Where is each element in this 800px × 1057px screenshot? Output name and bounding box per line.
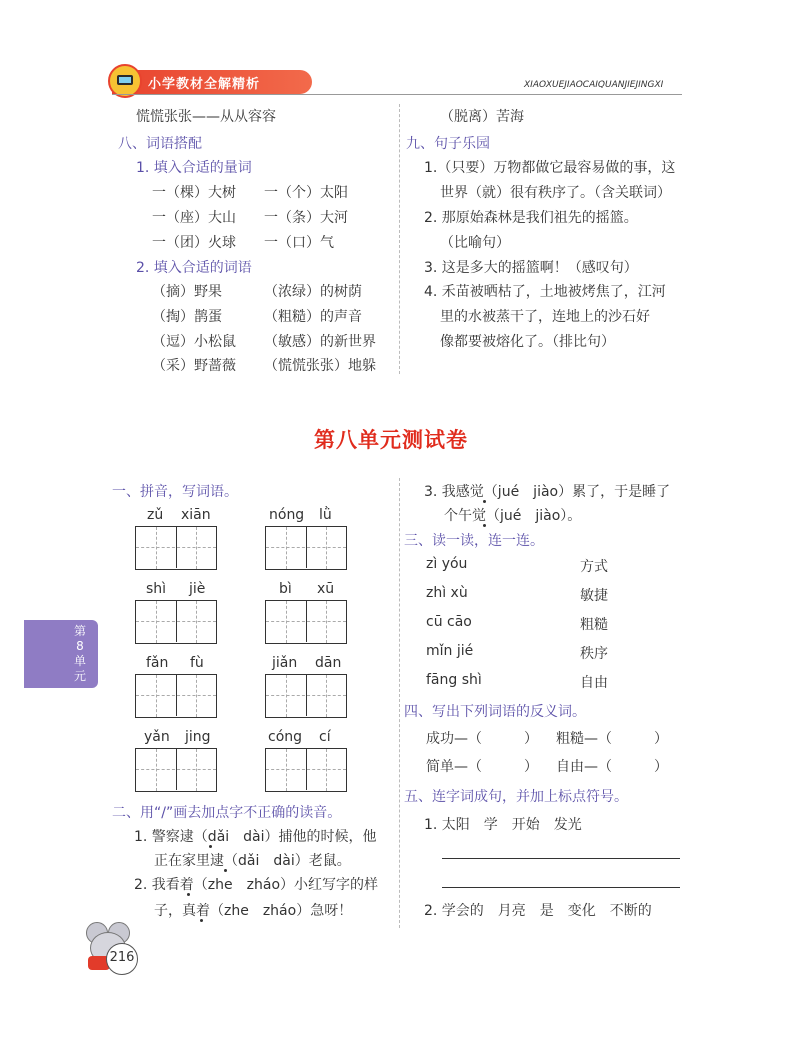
pinyin: shì	[146, 581, 167, 597]
antonym-item: 粗糙—（ ）	[556, 731, 668, 747]
writing-box[interactable]	[265, 600, 347, 644]
match-pinyin: mǐn jié	[426, 643, 474, 659]
q5-title: 五、连字词成句，并加上标点符号。	[404, 789, 628, 805]
q3-title: 三、读一读，连一连。	[404, 533, 544, 549]
match-pinyin: zhì xù	[426, 585, 468, 601]
ww-item: （慌慌张张）地躲	[264, 358, 376, 374]
q2-line: 1. 警察逮（dǎi dài）捕他的时候，他	[134, 829, 377, 845]
ww-item: （敏感）的新世界	[264, 334, 376, 350]
pinyin: zǔ	[147, 507, 164, 523]
section-8-title: 八、词语搭配	[118, 136, 202, 152]
unit-side-tab	[24, 620, 98, 688]
ww-item: （浓绿）的树荫	[264, 284, 362, 300]
antonym-item: 简单—（ ）	[426, 759, 538, 775]
q4-title: 四、写出下列词语的反义词。	[404, 704, 586, 720]
mw-item: 一（座）大山	[152, 210, 236, 226]
match-pinyin: zì yóu	[426, 556, 468, 572]
match-word: 粗糙	[580, 617, 608, 633]
writing-box[interactable]	[135, 674, 217, 718]
pinyin: cí	[319, 729, 331, 745]
mw-item: 一（团）火球	[152, 235, 236, 251]
q2-line: 子，真着（zhe zháo）急呀！	[154, 903, 353, 919]
s9-line: 3. 这是多大的摇篮啊！（感叹句）	[424, 260, 638, 276]
writing-box[interactable]	[135, 600, 217, 644]
mw-item: 一（条）大河	[264, 210, 348, 226]
column-divider	[399, 104, 400, 374]
tab-char: 元	[73, 669, 86, 683]
top-right-first-line: （脱离）苦海	[440, 109, 524, 125]
pinyin: dān	[315, 655, 342, 671]
s9-line: 像都要被熔化了。（排比句）	[440, 334, 615, 350]
emphasis-dot	[483, 500, 486, 503]
pinyin: jiè	[189, 581, 206, 597]
emphasis-dot	[200, 919, 203, 922]
q2-line: 正在家里逮（dǎi dài）老鼠。	[154, 853, 351, 869]
q5-line: 1. 太阳 学 开始 发光	[424, 817, 582, 833]
pinyin: bì	[279, 581, 292, 597]
top-first-line: 慌慌张张——从从容容	[136, 109, 276, 125]
pinyin: fǎn	[146, 655, 169, 671]
tab-char: 8	[76, 639, 84, 653]
s9-line: 4. 禾苗被晒枯了，土地被烤焦了，江河	[424, 284, 666, 300]
match-pinyin: fāng shì	[426, 672, 482, 688]
q2-line: 3. 我感觉（jué jiào）累了，于是睡了	[424, 484, 671, 500]
unit-title: 第八单元测试卷	[314, 428, 468, 452]
tab-char: 第	[73, 624, 86, 638]
s9-line: 1.（只要）万物都做它最容易做的事，这	[424, 160, 676, 176]
emphasis-dot	[224, 869, 227, 872]
writing-box[interactable]	[265, 748, 347, 792]
mw-item: 一（口）气	[264, 235, 334, 251]
s9-line: 2. 那原始森林是我们祖先的摇篮。	[424, 210, 638, 226]
header-logo	[108, 64, 142, 98]
pinyin: jiǎn	[272, 655, 298, 671]
ww-item: （采）野蔷薇	[152, 358, 236, 374]
tab-char: 单	[73, 654, 86, 668]
pinyin: lǜ	[319, 507, 332, 523]
emphasis-dot	[209, 845, 212, 848]
pinyin: cóng	[268, 729, 303, 745]
mw-item: 一（棵）大树	[152, 185, 236, 201]
match-word: 秩序	[580, 646, 608, 662]
section-9-title: 九、句子乐园	[406, 136, 490, 152]
writing-box[interactable]	[135, 748, 217, 792]
q2-title: 二、用“/”画去加点字不正确的读音。	[112, 805, 342, 821]
s9-line: （比喻句）	[440, 235, 510, 251]
match-pinyin: cū cāo	[426, 614, 472, 630]
ww-item: （摘）野果	[152, 284, 222, 300]
match-word: 敏捷	[580, 588, 608, 604]
pinyin: fù	[190, 655, 204, 671]
column-divider	[399, 478, 400, 928]
q5-line: 2. 学会的 月亮 是 变化 不断的	[424, 903, 652, 919]
emphasis-dot	[187, 893, 190, 896]
s9-line: 世界（就）很有秩序了。（含关联词）	[440, 185, 671, 201]
antonym-item: 自由—（ ）	[556, 759, 668, 775]
pinyin: jing	[185, 729, 211, 745]
answer-line[interactable]	[442, 858, 680, 859]
writing-box[interactable]	[265, 526, 347, 570]
page-number: 216	[109, 950, 135, 965]
match-word: 自由	[580, 675, 608, 691]
match-word: 方式	[580, 559, 608, 575]
q2-line: 个午觉（jué jiào）。	[444, 508, 582, 524]
subsection-fill-words: 2. 填入合适的词语	[136, 260, 252, 276]
header-title: 小学教材全解精析	[148, 77, 261, 92]
pinyin: nóng	[269, 507, 305, 523]
answer-line[interactable]	[442, 887, 680, 888]
writing-box[interactable]	[265, 674, 347, 718]
q1-title: 一、拼音，写词语。	[112, 484, 238, 500]
writing-box[interactable]	[135, 526, 217, 570]
q2-line: 2. 我看着（zhe zháo）小红写字的样	[134, 877, 379, 893]
s9-line: 里的水被蒸干了，连地上的沙石好	[440, 309, 650, 325]
ww-item: （逗）小松鼠	[152, 334, 236, 350]
mw-item: 一（个）太阳	[264, 185, 348, 201]
pinyin: xiān	[181, 507, 211, 523]
emphasis-dot	[483, 524, 486, 527]
antonym-item: 成功—（ ）	[426, 731, 538, 747]
subsection-measure-words: 1. 填入合适的量词	[136, 160, 252, 176]
header-pinyin: XIAOXUEJIAOCAIQUANJIEJINGXI	[524, 80, 664, 90]
header-rule	[112, 94, 682, 95]
ww-item: （掏）鹊蛋	[152, 309, 222, 325]
pinyin: yǎn	[144, 729, 170, 745]
pinyin: xū	[317, 581, 335, 597]
ww-item: （粗糙）的声音	[264, 309, 362, 325]
